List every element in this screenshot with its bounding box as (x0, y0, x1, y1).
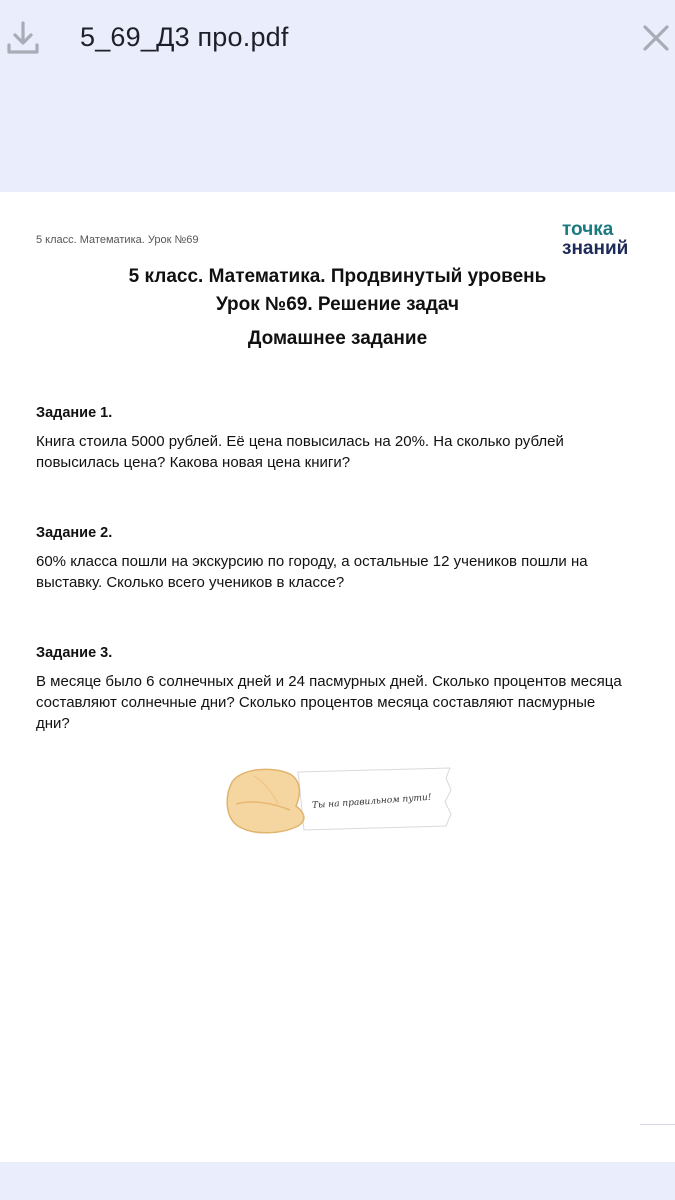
task-1-text: Книга стоила 5000 рублей. Её цена повысилась на 20%. На сколько рублей повысилась цена? Какова новая цена книги? (36, 433, 564, 471)
download-icon[interactable] (6, 20, 40, 56)
homework-subtitle: Домашнее задание (247, 328, 428, 349)
file-name: 5_69_Д3 про.pdf (80, 22, 289, 52)
tochka-znaniy-logo (560, 218, 642, 258)
close-icon[interactable] (642, 24, 670, 52)
svg-text:знаний: знаний (562, 238, 629, 258)
pdf-page[interactable] (0, 192, 675, 1162)
task-3-text: В месяце было 6 солнечных дней и 24 пасмурных дней. Сколько процентов месяца составляют солнечные дни? Сколько процентов месяца составляют пасмурные дни? (36, 673, 622, 732)
task-2-text: 60% класса пошли на экскурсию по городу, а остальные 12 учеников пошли на выставку. Сколько всего учеников в классе? (36, 553, 588, 591)
title-line-1: 5 класс. Математика. Продвинутый уровень (128, 266, 547, 287)
svg-text:точка: точка (562, 219, 614, 240)
title-line-2: Урок №69. Решение задач (215, 294, 460, 315)
task-1-heading: Задание 1. (36, 405, 113, 421)
fortune-cookie-illustration (220, 764, 455, 840)
page-header: 5 класс. Математика. Урок №69 (36, 234, 199, 246)
task-2-heading: Задание 2. (36, 525, 113, 541)
page-corner-divider (640, 1124, 675, 1125)
viewer-bottom-bar (0, 1162, 675, 1200)
viewer-toolbar (0, 0, 675, 192)
svg-text:Ты на правильном пути!: Ты на правильном пути! (311, 792, 432, 812)
task-3-heading: Задание 3. (36, 645, 113, 661)
